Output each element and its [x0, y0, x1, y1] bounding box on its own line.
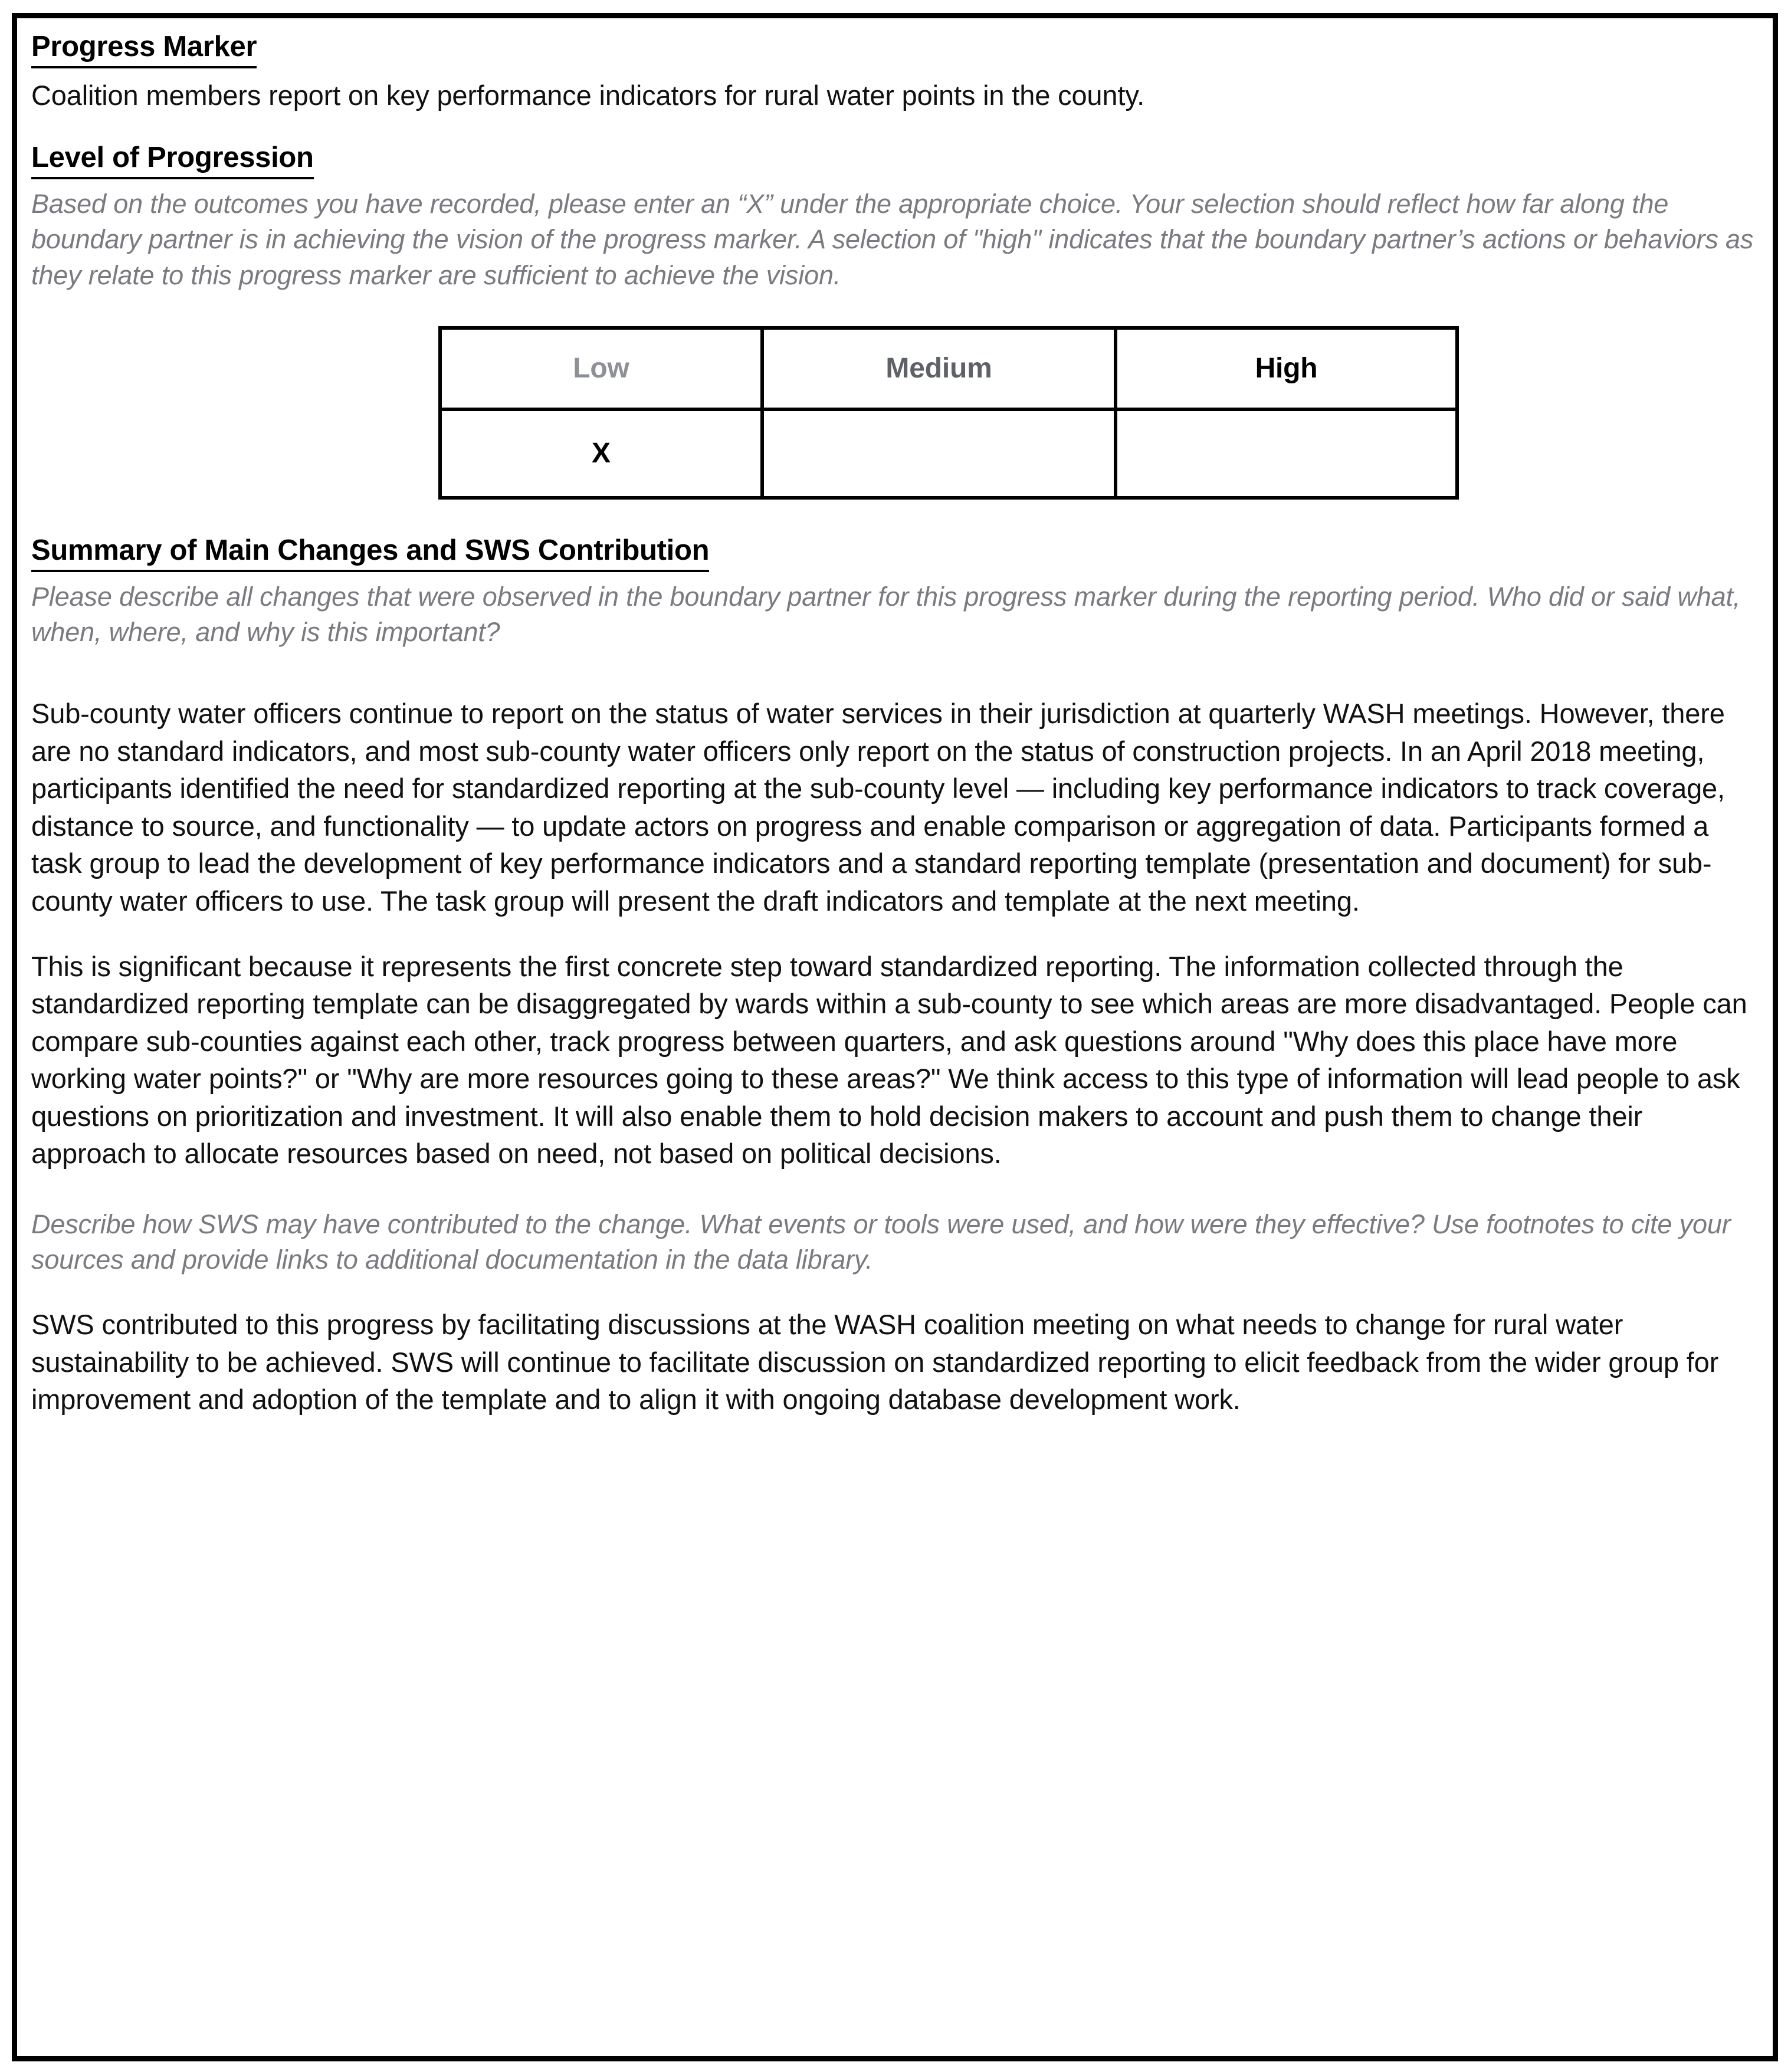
level-table-header	[440, 328, 1457, 409]
spacer	[31, 920, 1759, 940]
page-border-frame	[12, 13, 1778, 2061]
level-table-body	[440, 409, 1457, 498]
spacer	[31, 1278, 1759, 1298]
summary-paragraph-one: Sub-county water officers continue to report on the status of water services in their jurisdiction at quarterly WASH meetings. However, there are no standard indicators, and most sub-county water officers only report on the status of construction projects. In an April 2018 meeting, participants identified the need for standardized reporting at the sub-county level — including key performance indicators to track coverage, distance to source, and functionality — to update actors on progress and enable comparison or aggregation of data. Participants formed a task group to lead the development of key performance indicators and a standard reporting template (presentation and document) for sub-county water officers to use. The task group will present the draft indicators and template at the next meeting.	[31, 698, 1725, 917]
summary-instruction-changes: Please describe all changes that were observed in the boundary partner for this progress marker during the reporting period. Who did or said what, when, where, and why is this important?	[31, 581, 1741, 648]
progress-marker-section	[31, 30, 1759, 68]
table-header-medium: Medium	[762, 328, 1116, 409]
table-header-row	[440, 328, 1457, 409]
spacer	[31, 650, 1759, 687]
summary-instruction-sws-contribution: Describe how SWS may have contributed to the change. What events or tools were used, and how were they effective? Use footnotes to cite your sources and provide links to additional documentation in the data library.	[31, 1209, 1731, 1275]
summary-paragraph-three: SWS contributed to this progress by facilitating discussions at the WASH coalition meeting on what needs to change for rural water sustainability to be achieved. SWS will continue to facilitate discussion on standardized reporting to elicit feedback from the wider group for improvement and adoption of the template and to align it with ongoing database development work.	[31, 1309, 1719, 1416]
progress-marker-heading: Progress Marker	[31, 30, 257, 68]
progress-marker-body: Coalition members report on key performance indicators for rural water points in the county.	[31, 79, 1145, 111]
level-of-progression-heading: Level of Progression	[31, 141, 314, 179]
level-of-progression-table	[438, 326, 1459, 500]
summary-paragraph-two: This is significant because it represents the first concrete step toward standardized reporting. The information collected through the standardized reporting template can be disaggregated by wards within a sub-county to see which areas are more disadvantaged. People can compare sub-counties against each other, track progress between quarters, and ask questions around "Why does this place have more working water points?" or "Why are more resources going to these areas?" We think access to this type of information will lead people to ask questions on prioritization and investment. It will also enable them to hold decision makers to account and push them to change their approach to allocate resources based on need, not based on political decisions.	[31, 950, 1747, 1170]
level-of-progression-section	[31, 141, 1759, 179]
table-header-high: High	[1116, 328, 1457, 409]
spacer	[31, 500, 1759, 534]
summary-section	[31, 534, 1759, 572]
table-header-low: Low	[440, 328, 762, 409]
selection-cell-low[interactable]: X	[440, 409, 762, 498]
level-of-progression-instruction: Based on the outcomes you have recorded, please enter an “X” under the appropriate choice. Your selection should reflect how far along the boundary partner is in achieving the vision of the progress marker. A selection of "high" indicates that the boundary partner’s actions or behaviors as they relate to this progress marker are sufficient to achieve the vision.	[31, 189, 1754, 290]
summary-heading: Summary of Main Changes and SWS Contribution	[31, 534, 709, 572]
table-row	[440, 409, 1457, 498]
document-content	[31, 30, 1759, 2056]
spacer	[31, 1173, 1759, 1200]
level-table-container	[31, 326, 1759, 500]
selection-cell-high[interactable]	[1116, 409, 1457, 498]
spacer	[31, 114, 1759, 141]
selection-cell-medium[interactable]	[762, 409, 1116, 498]
